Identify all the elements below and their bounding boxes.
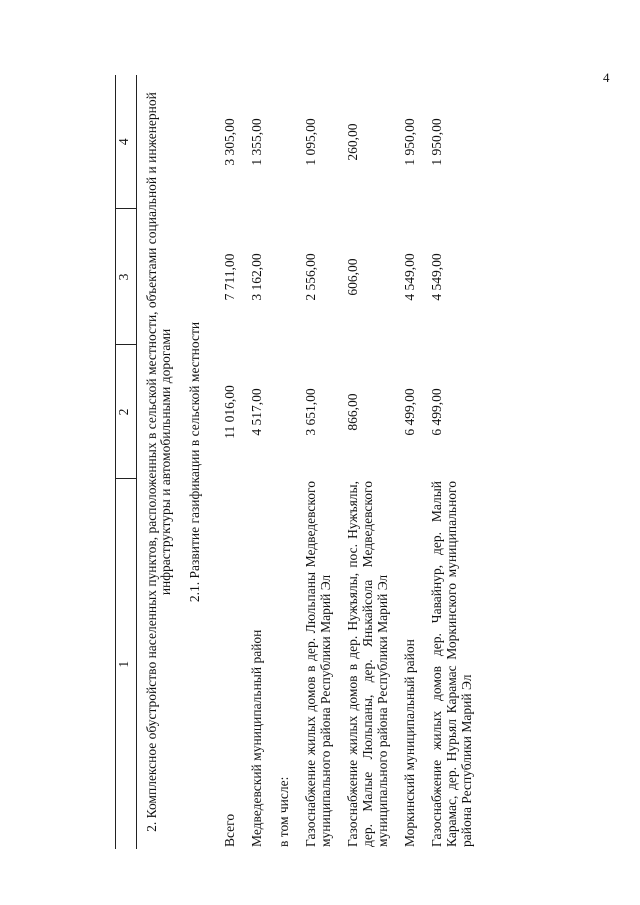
row-col-2: 4 517,00 [249, 388, 264, 436]
row-name: Газоснабжение жилых домов в дер. Люльпаны Медведевского муниципального района Республики Марий Эл [303, 481, 333, 847]
row-col-3: 606,00 [345, 258, 360, 296]
row-col-3: 4 549,00 [402, 253, 417, 301]
row-col-4: 1 355,00 [249, 118, 264, 166]
row-col-2: 6 499,00 [429, 388, 444, 436]
header-col-3: 3 [116, 209, 137, 345]
row-col-4: 260,00 [345, 123, 360, 161]
header-col-1: 1 [116, 479, 137, 849]
table-row [419, 75, 476, 849]
header-col-4: 4 [116, 75, 137, 209]
row-name: Газоснабжение жилых домов в дер. Нужъялы, пос. Нужъялы, дер. Малые Люльпаны, дер. Янькайсола Медведевского муниципального района Республики Марий Эл [345, 481, 390, 847]
budget-table [115, 75, 476, 849]
row-name: Медведевский муниципальный район [249, 629, 264, 847]
header-col-2: 2 [116, 345, 137, 479]
row-col-3: 7 711,00 [222, 253, 237, 301]
row-col-4: 1 950,00 [429, 118, 444, 166]
row-col-4: 1 950,00 [402, 118, 417, 166]
row-name: Моркинский муниципальный район [402, 639, 417, 847]
row-col-2: 11 016,00 [222, 385, 237, 439]
row-col-2: 866,00 [345, 393, 360, 431]
row-name: в том числе: [276, 776, 291, 847]
page-number: 4 [603, 70, 610, 85]
rotated-table-page [115, 75, 532, 849]
row-col-3: 4 549,00 [429, 253, 444, 301]
row-col-4: 1 095,00 [303, 118, 318, 166]
table-row [335, 75, 392, 849]
section-title: 2. Комплексное обустройство населенных пунктов, расположенных в сельской местности, объектами социальной и инженерной инфраструктуры и автомобильными дорогами [144, 92, 173, 832]
row-col-3 [266, 209, 293, 345]
row-name: Всего [222, 813, 237, 847]
column-number-header [116, 75, 137, 849]
table-row [392, 75, 419, 849]
row-col-4: 3 305,00 [222, 118, 237, 166]
table-row [212, 75, 239, 849]
table-row [239, 75, 266, 849]
row-name: Газоснабжение жилых домов дер. Чавайнур, дер. Малый Карамас, дер. Нурьял Карамас Моркинского муниципального района Республики Марий Эл [429, 481, 474, 847]
table-row [266, 75, 293, 849]
table-row [293, 75, 335, 849]
row-col-2: 6 499,00 [402, 388, 417, 436]
row-col-2: 3 651,00 [303, 388, 318, 436]
row-col-2 [266, 345, 293, 479]
subsection-title: 2.1. Развитие газификации в сельской местности [187, 321, 202, 603]
row-col-3: 2 556,00 [303, 253, 318, 301]
row-col-4 [266, 75, 293, 209]
row-col-3: 3 162,00 [249, 253, 264, 301]
